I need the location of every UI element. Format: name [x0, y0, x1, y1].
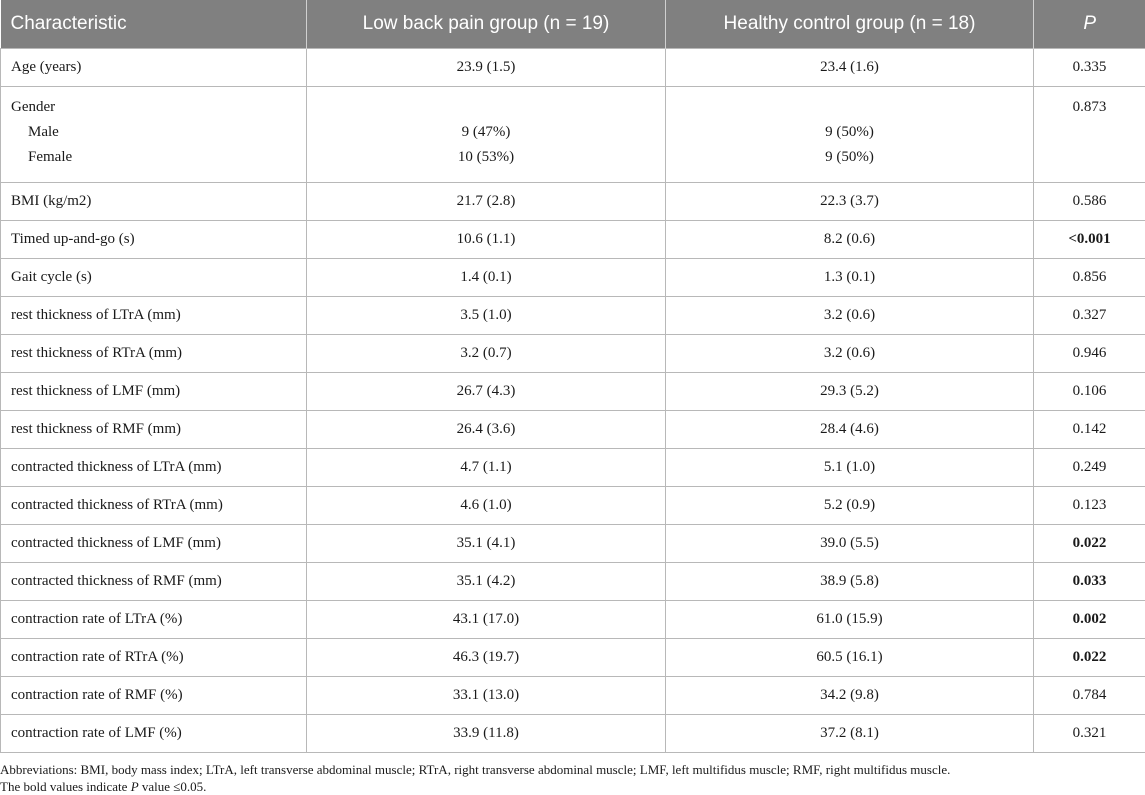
- gender-label: Gender: [11, 99, 56, 115]
- p-value: 0.106: [1034, 373, 1145, 411]
- hc-value: 5.1 (1.0): [666, 449, 1034, 487]
- p-value: 0.321: [1034, 715, 1145, 753]
- p-value: 0.784: [1034, 677, 1145, 715]
- p-value: 0.586: [1034, 183, 1145, 221]
- hc-value: 37.2 (8.1): [666, 715, 1034, 753]
- p-italic: P: [130, 779, 139, 794]
- row-label: Age (years): [1, 49, 307, 87]
- lbp-value: 10.6 (1.1): [307, 221, 666, 259]
- lbp-value: 46.3 (19.7): [307, 639, 666, 677]
- table-row: [1, 715, 1145, 753]
- hc-value: 29.3 (5.2): [666, 373, 1034, 411]
- header-p-value: P: [1034, 0, 1145, 49]
- row-label: Timed up-and-go (s): [1, 221, 307, 259]
- p-value-significant: 0.033: [1034, 563, 1145, 601]
- male-hc-value: 9 (50%): [825, 124, 874, 140]
- row-label: contraction rate of RMF (%): [1, 677, 307, 715]
- table-row: [1, 183, 1145, 221]
- table-row: [1, 639, 1145, 677]
- lbp-value: 4.6 (1.0): [307, 487, 666, 525]
- table-row: [1, 373, 1145, 411]
- row-label: BMI (kg/m2): [1, 183, 307, 221]
- row-label: contracted thickness of LTrA (mm): [1, 449, 307, 487]
- row-label: Gait cycle (s): [1, 259, 307, 297]
- lbp-value: 21.7 (2.8): [307, 183, 666, 221]
- lbp-value: 1.4 (0.1): [307, 259, 666, 297]
- female-hc-value: 9 (50%): [825, 149, 874, 165]
- lbp-value: 33.1 (13.0): [307, 677, 666, 715]
- table-row: [1, 677, 1145, 715]
- table-row: [1, 563, 1145, 601]
- table-row: [1, 525, 1145, 563]
- hc-value: 23.4 (1.6): [666, 49, 1034, 87]
- p-value-significant: <0.001: [1034, 221, 1145, 259]
- table-footnotes: [0, 761, 1140, 795]
- gender-hc-cell: [666, 87, 1034, 183]
- header-characteristic: Characteristic: [1, 0, 307, 49]
- row-label: contracted thickness of RMF (mm): [1, 563, 307, 601]
- hc-value: 3.2 (0.6): [666, 297, 1034, 335]
- table-row: [1, 49, 1145, 87]
- table-row: [1, 221, 1145, 259]
- female-label: Female: [28, 149, 73, 165]
- table-row: [1, 411, 1145, 449]
- row-label: rest thickness of RMF (mm): [1, 411, 307, 449]
- p-value: 0.946: [1034, 335, 1145, 373]
- bold-values-note: The bold values indicate P value ≤0.05.: [0, 779, 207, 794]
- lbp-value: 35.1 (4.2): [307, 563, 666, 601]
- table-row: [1, 297, 1145, 335]
- table-row: [1, 335, 1145, 373]
- hc-value: 1.3 (0.1): [666, 259, 1034, 297]
- table-row: [1, 449, 1145, 487]
- hc-value: 8.2 (0.6): [666, 221, 1034, 259]
- table-row: [1, 259, 1145, 297]
- row-label: contracted thickness of RTrA (mm): [1, 487, 307, 525]
- table-header-row: [1, 0, 1145, 49]
- p-value: 0.335: [1034, 49, 1145, 87]
- gender-p-value: 0.873: [1034, 87, 1145, 183]
- row-label: rest thickness of LTrA (mm): [1, 297, 307, 335]
- hc-value: 5.2 (0.9): [666, 487, 1034, 525]
- p-value-significant: 0.022: [1034, 525, 1145, 563]
- hc-value: 39.0 (5.5): [666, 525, 1034, 563]
- female-lbp-value: 10 (53%): [457, 149, 515, 165]
- p-value: 0.327: [1034, 297, 1145, 335]
- lbp-value: 23.9 (1.5): [307, 49, 666, 87]
- gender-lbp-cell: [307, 87, 666, 183]
- hc-value: 61.0 (15.9): [666, 601, 1034, 639]
- male-label: Male: [28, 124, 59, 140]
- p-value: 0.142: [1034, 411, 1145, 449]
- row-label: contraction rate of LTrA (%): [1, 601, 307, 639]
- gender-label-cell: [1, 87, 307, 183]
- male-lbp-value: 9 (47%): [461, 124, 511, 140]
- row-label: contraction rate of RTrA (%): [1, 639, 307, 677]
- table-row: [1, 487, 1145, 525]
- hc-value: 3.2 (0.6): [666, 335, 1034, 373]
- header-healthy-control-group: Healthy control group (n = 18): [666, 0, 1034, 49]
- row-label: contraction rate of LMF (%): [1, 715, 307, 753]
- hc-value: 60.5 (16.1): [666, 639, 1034, 677]
- p-value: 0.856: [1034, 259, 1145, 297]
- hc-value: 28.4 (4.6): [666, 411, 1034, 449]
- header-low-back-pain-group: Low back pain group (n = 19): [307, 0, 666, 49]
- lbp-value: 43.1 (17.0): [307, 601, 666, 639]
- lbp-value: 3.5 (1.0): [307, 297, 666, 335]
- lbp-value: 4.7 (1.1): [307, 449, 666, 487]
- p-value-significant: 0.002: [1034, 601, 1145, 639]
- lbp-value: 3.2 (0.7): [307, 335, 666, 373]
- row-label: rest thickness of LMF (mm): [1, 373, 307, 411]
- p-value-significant: 0.022: [1034, 639, 1145, 677]
- p-value: 0.123: [1034, 487, 1145, 525]
- hc-value: 38.9 (5.8): [666, 563, 1034, 601]
- table-row-gender: [1, 87, 1145, 183]
- lbp-value: 26.7 (4.3): [307, 373, 666, 411]
- hc-value: 34.2 (9.8): [666, 677, 1034, 715]
- hc-value: 22.3 (3.7): [666, 183, 1034, 221]
- row-label: contracted thickness of LMF (mm): [1, 525, 307, 563]
- row-label: rest thickness of RTrA (mm): [1, 335, 307, 373]
- lbp-value: 35.1 (4.1): [307, 525, 666, 563]
- table-row: [1, 601, 1145, 639]
- lbp-value: 33.9 (11.8): [307, 715, 666, 753]
- abbreviations-note: Abbreviations: BMI, body mass index; LTrA, left transverse abdominal muscle; RTrA, right transverse abdominal muscle; LMF, left multifidus muscle; RMF, right multifidus muscle.: [0, 762, 951, 777]
- lbp-value: 26.4 (3.6): [307, 411, 666, 449]
- p-value: 0.249: [1034, 449, 1145, 487]
